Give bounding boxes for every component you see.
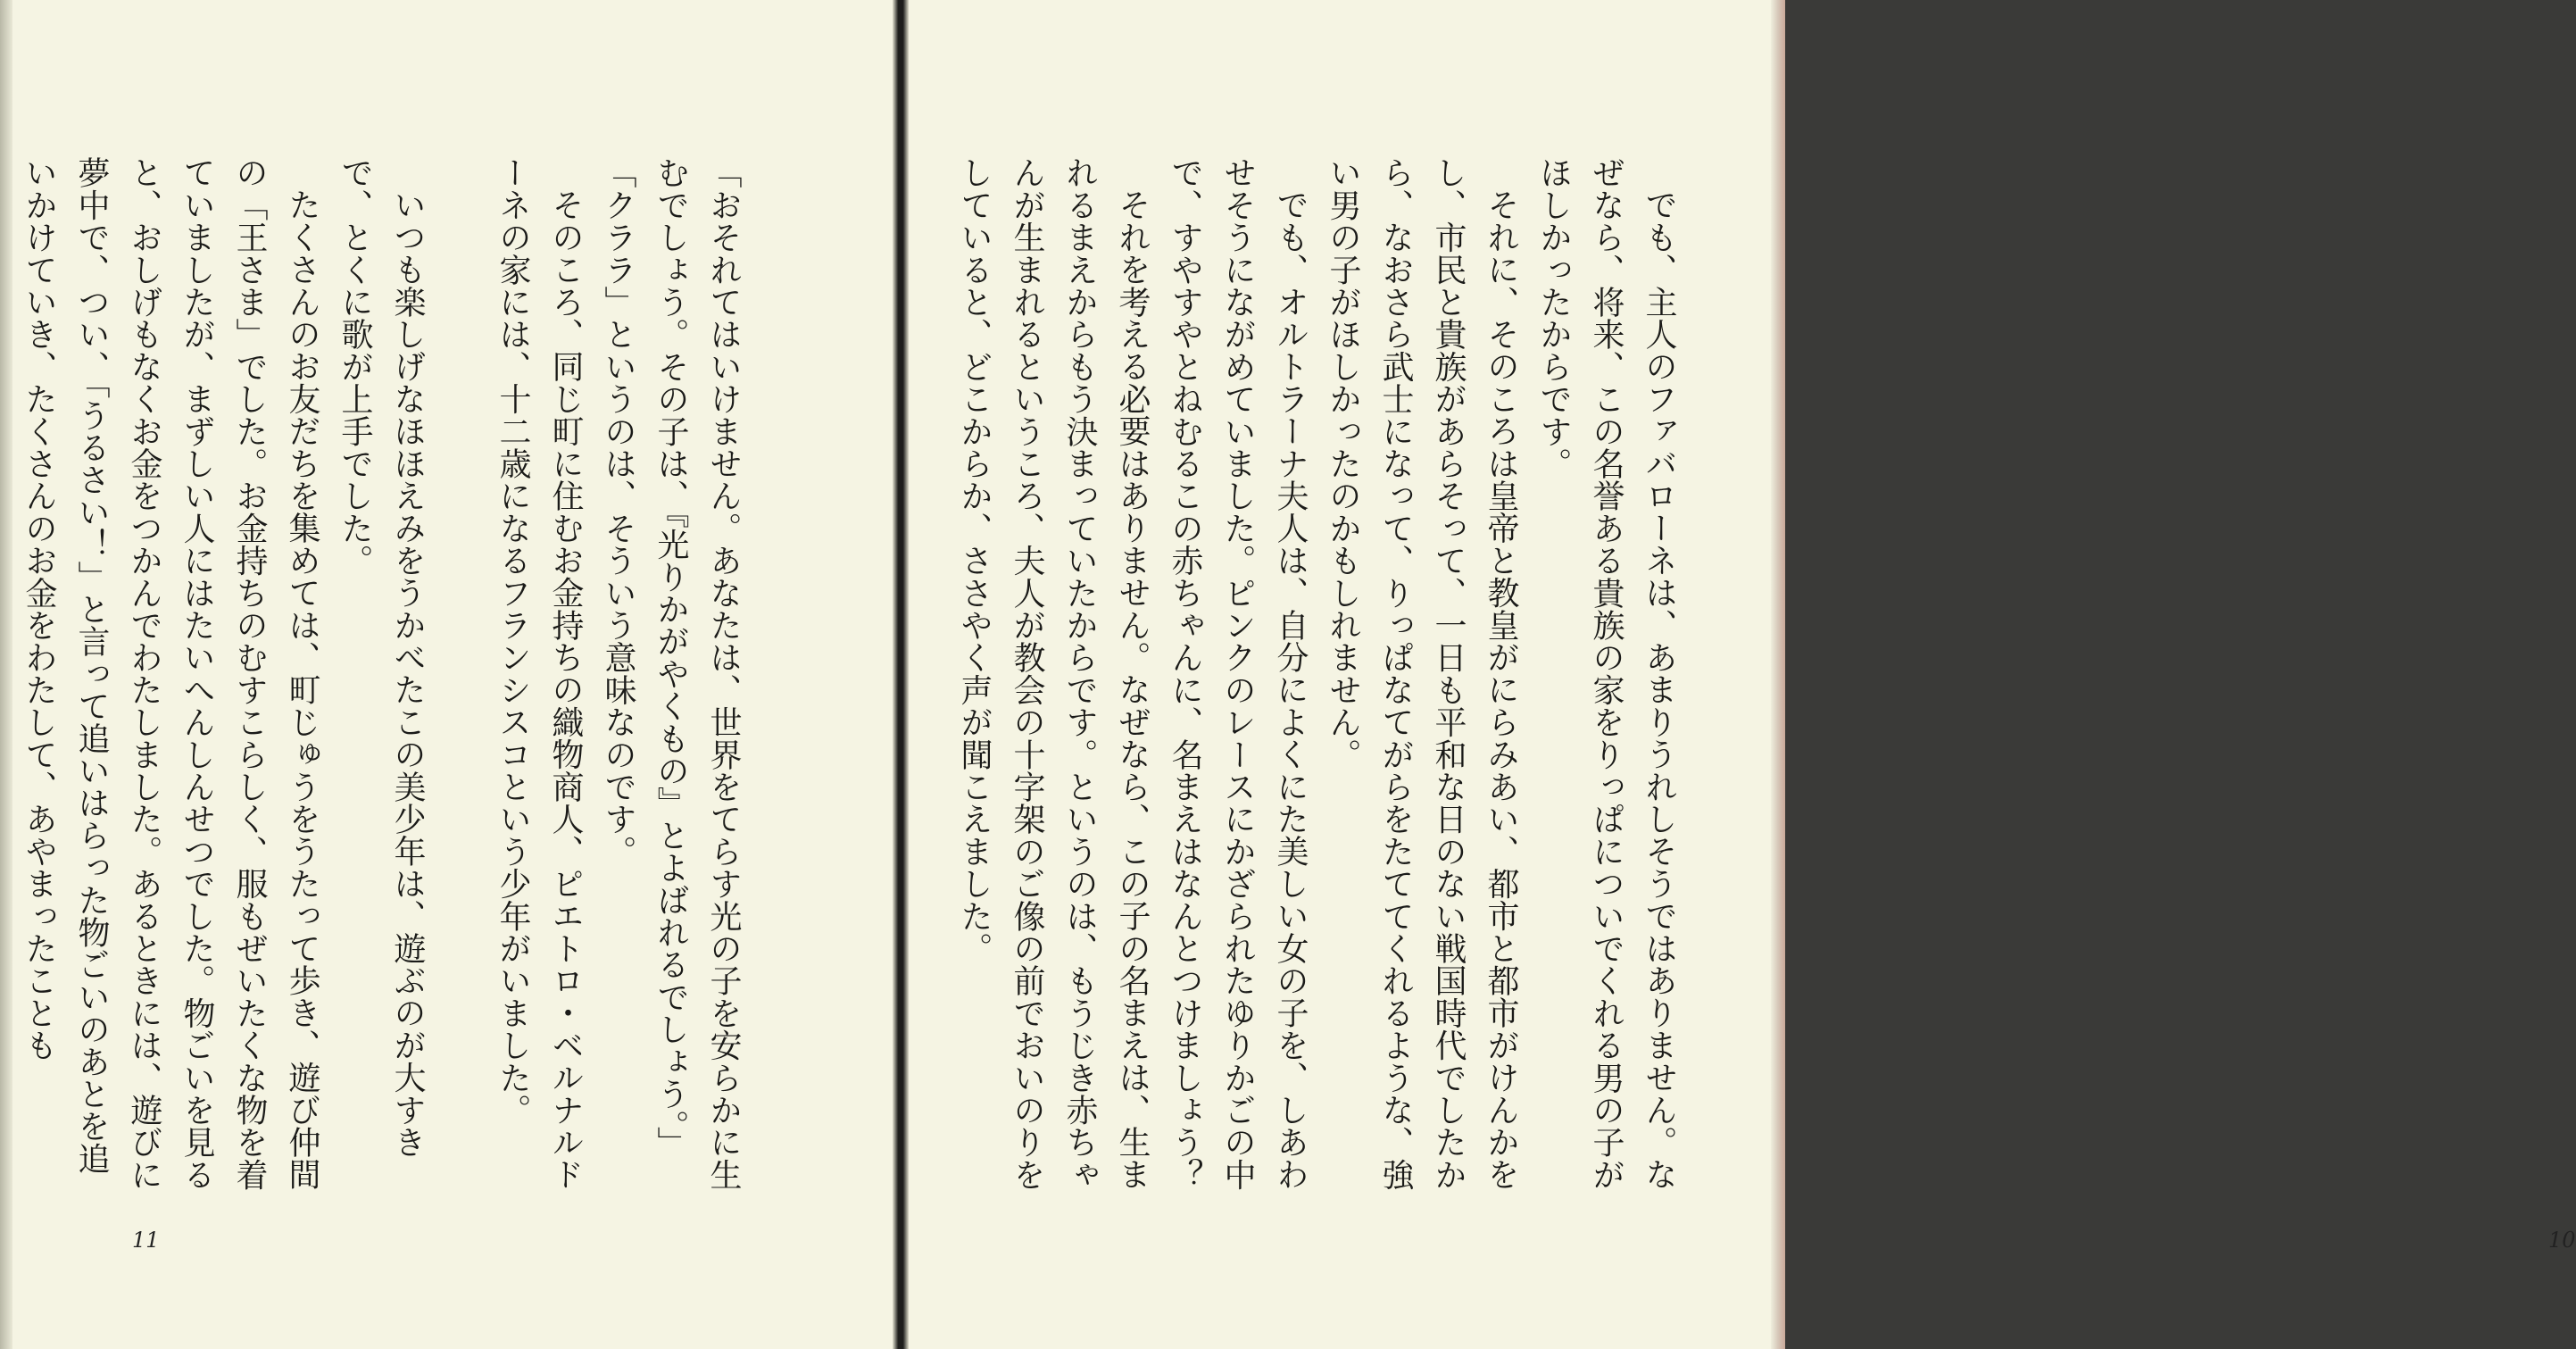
paragraph-3: たくさんのお友だちを集めては、町じゅうをうたって歩き、遊び仲間の「王さま」でした。お金持ちのむすこらしく、服もぜいたくな物を着ていましたが、まずしい人にはたいへんしんせつでした。物ごいを見ると、おしげもなくお金をつかんでわたしました。あるときには、遊びに夢中で、つい、「うるさい！」と言って追いはらった物ごいのあとを追いかけていき、たくさんのお金をわたして、あやまったことも bbox=[21, 156, 320, 1191]
left-page-edge bbox=[0, 0, 12, 1349]
book-gutter bbox=[893, 0, 909, 1349]
left-page-body bbox=[18, 156, 750, 1201]
quote-1: 「おそれてはいけません。あなたは、世界をてらす光の子を安らかに生むでしょう。その子は、『光りかがやくもの』とよばれるでしょう。」 bbox=[652, 156, 742, 1191]
quote-2: 「クララ」というのは、そういう意味なのです。 bbox=[600, 156, 636, 868]
left-page bbox=[0, 0, 893, 1349]
right-page-body bbox=[956, 156, 1685, 1201]
paragraph-1: そのころ、同じ町に住むお金持ちの織物商人、ピエトロ・ベルナルドーネの家には、十二歳になるフランシスコという少年がいました。 bbox=[494, 156, 584, 1191]
right-page-edge bbox=[1771, 0, 1785, 1349]
page-number-right: 10 bbox=[2548, 1228, 2576, 1253]
paragraph-2: いつも楽しげなほほえみをうかべたこの美少年は、遊ぶのが大すきで、とくに歌が上手でした。 bbox=[337, 156, 426, 1158]
paragraph-3: でも、オルトラーナ夫人は、自分によくにた美しい女の子を、しあわせそうにながめていました。ピンクのレースにかざられたゆりかごの中で、すやすやとねむるこの赤ちゃんに、名まえはなんとつけましょう？ bbox=[1167, 156, 1309, 1191]
right-page bbox=[909, 0, 2576, 1349]
paragraph-2: それに、そのころは皇帝と教皇がにらみあい、都市と都市がけんかをし、市民と貴族があらそって、一日も平和な日のない戦国時代でしたから、なおさら武士になって、りっぱなてがらをたててくれるような、強い男の子がほしかったのかもしれません。 bbox=[1325, 156, 1519, 1191]
page-number-left: 11 bbox=[132, 1228, 160, 1253]
paragraph-4: それを考える必要はありません。なぜなら、この子の名まえは、生まれるまえからもう決まっていたからです。というのは、もうじき赤ちゃんが生まれるというころ、夫人が教会の十字架のご像の前でおいのりをしていると、どこからか、ささやく声が聞こえました。 bbox=[956, 156, 1151, 1191]
paragraph-1: でも、主人のファバローネは、あまりうれしそうではありません。なぜなら、将来、この名誉ある貴族の家をりっぱについでくれる男の子がほしかったからです。 bbox=[1535, 156, 1677, 1191]
